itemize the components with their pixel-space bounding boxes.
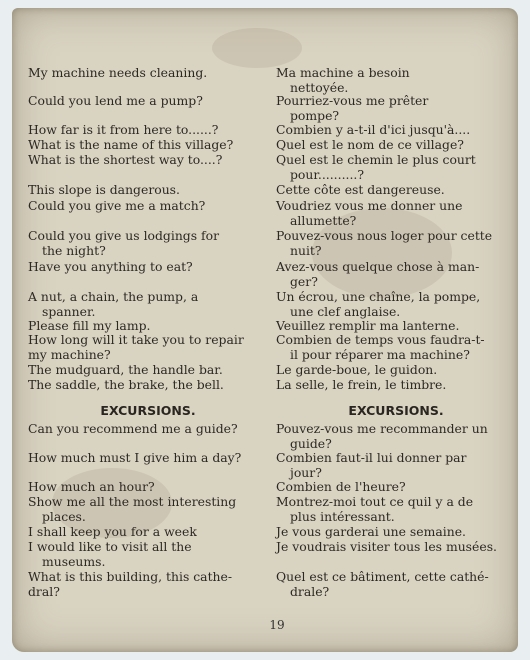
left-line: How much an hour?	[28, 479, 155, 494]
right-line: Veuillez remplir ma lanterne.	[276, 318, 460, 333]
left-line: The mudguard, the handle bar.	[28, 362, 223, 377]
right-line: Quel est le nom de ce village?	[276, 137, 464, 152]
right-line: une clef anglaise.	[290, 304, 401, 319]
left-line: The saddle, the brake, the bell.	[28, 377, 224, 392]
left-line: How long will it take you to repair	[28, 332, 244, 347]
page-number: 19	[269, 618, 285, 632]
left-line: Could you give me a match?	[28, 198, 206, 213]
left-line: How much must I give him a day?	[28, 450, 242, 465]
right-line: Cette côte est dangereuse.	[276, 182, 445, 197]
left-line: How far is it from here to......?	[28, 122, 219, 137]
right-line: Voudriez vous me donner une	[276, 198, 463, 213]
right-line: Un écrou, une chaîne, la pompe,	[276, 289, 481, 304]
section-heading: EXCURSIONS.	[100, 403, 196, 418]
left-line: the night?	[42, 243, 106, 258]
right-line: nettoyée.	[290, 80, 349, 95]
left-line: A nut, a chain, the pump, a	[28, 289, 199, 304]
right-line: Le garde-boue, le guidon.	[276, 362, 438, 377]
left-line: Could you lend me a pump?	[28, 93, 203, 108]
section-heading: EXCURSIONS.	[348, 403, 444, 418]
left-line: This slope is dangerous.	[28, 182, 180, 197]
left-line: I shall keep you for a week	[28, 524, 197, 539]
right-line: Quel est le chemin le plus court	[276, 152, 476, 167]
left-line: I would like to visit all the	[28, 539, 192, 554]
right-line: Combien y a-t-il d'ici jusqu'à....	[276, 122, 471, 137]
right-line: La selle, le frein, le timbre.	[276, 377, 447, 392]
left-line: What is this building, this cathe-	[28, 569, 233, 584]
left-line: Have you anything to eat?	[28, 259, 193, 274]
left-line: What is the name of this village?	[28, 137, 234, 152]
right-line: Combien de temps vous faudra-t-	[276, 332, 485, 347]
right-line: jour?	[290, 465, 322, 480]
right-line: Montrez-moi tout ce quil y a de	[276, 494, 474, 509]
left-line: Can you recommend me a guide?	[28, 421, 238, 436]
right-line: guide?	[290, 436, 332, 451]
right-line: drale?	[290, 584, 330, 599]
right-line: Je vous garderai une semaine.	[276, 524, 466, 539]
left-line: Please fill my lamp.	[28, 318, 151, 333]
left-line: spanner.	[42, 304, 96, 319]
right-line: plus intéressant.	[290, 509, 395, 524]
right-line: allumette?	[290, 213, 357, 228]
right-line: nuit?	[290, 243, 322, 258]
right-line: Pouvez-vous nous loger pour cette	[276, 228, 493, 243]
right-line: il pour réparer ma machine?	[290, 347, 470, 362]
right-line: ger?	[290, 274, 318, 289]
left-line: What is the shortest way to....?	[28, 152, 223, 167]
left-line: Could you give us lodgings for	[28, 228, 220, 243]
left-line: My machine needs cleaning.	[28, 65, 208, 80]
left-line: Show me all the most interesting	[28, 494, 237, 509]
right-line: pompe?	[290, 108, 340, 123]
right-line: Quel est ce bâtiment, cette cathé-	[276, 569, 489, 584]
booklet-page	[12, 8, 518, 652]
left-line: my machine?	[28, 347, 111, 362]
right-line: Combien faut-il lui donner par	[276, 450, 467, 465]
right-line: Ma machine a besoin	[276, 65, 410, 80]
right-line: Avez-vous quelque chose à man-	[276, 259, 480, 274]
right-line: pour..........?	[290, 167, 364, 182]
left-line: places.	[42, 509, 86, 524]
right-line: Pouvez-vous me recommander un	[276, 421, 488, 436]
right-line: Je voudrais visiter tous les musées.	[276, 539, 497, 554]
right-line: Pourriez-vous me prêter	[276, 93, 429, 108]
right-line: Combien de l'heure?	[276, 479, 406, 494]
left-line: dral?	[28, 584, 60, 599]
paper-stain	[212, 28, 302, 68]
left-line: museums.	[42, 554, 106, 569]
